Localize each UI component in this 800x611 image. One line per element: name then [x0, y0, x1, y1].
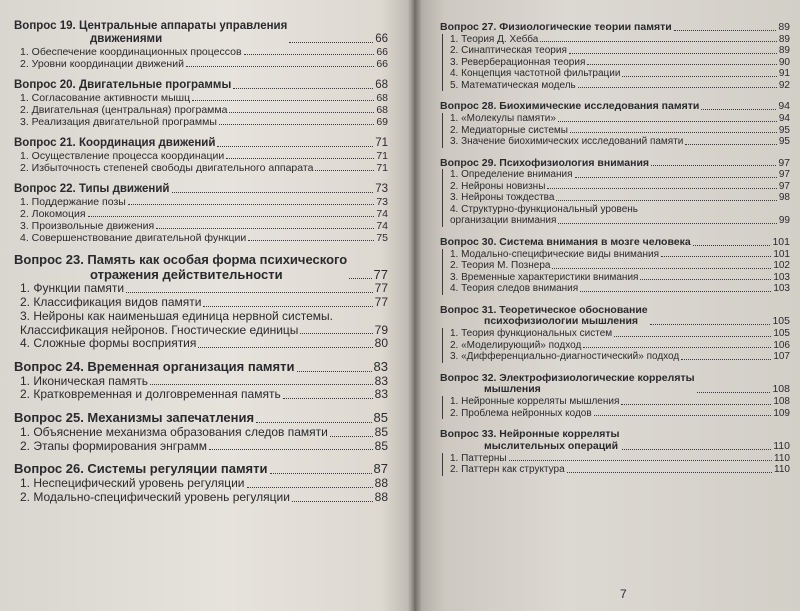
section-title: [14, 20, 388, 46]
right-page: [414, 0, 800, 611]
toc-item: [446, 113, 790, 125]
section-page-number: 83: [373, 359, 388, 375]
toc-item: [14, 337, 388, 351]
toc-section: [14, 137, 388, 174]
toc-item: [446, 125, 790, 137]
toc-item-page-number: 88: [374, 489, 388, 504]
section-page-number: 85: [373, 410, 388, 426]
toc-item: [14, 220, 388, 232]
dot-leader: [587, 64, 777, 65]
dot-leader: [256, 422, 371, 423]
section-page-number: 71: [375, 136, 388, 149]
toc-item: [14, 296, 388, 310]
dot-leader: [247, 487, 373, 488]
toc-item-label: 2. Двигательная (центральная) программа: [20, 103, 228, 116]
toc-section: [440, 158, 790, 227]
toc-item-label: 2. Избыточность степеней свободы двигательного аппарата: [20, 161, 314, 174]
section-page-number: 77: [373, 266, 388, 282]
dot-leader: [349, 278, 371, 279]
dot-leader: [547, 188, 776, 189]
dot-leader: [614, 336, 771, 337]
book-gutter: [408, 0, 422, 611]
toc-item-label: 2. Кратковременная и долговременная память: [20, 387, 281, 402]
toc-item: [14, 310, 388, 324]
section-title-text: Вопрос 32. Электрофизиологические корреляты: [440, 371, 695, 384]
dot-leader: [219, 124, 374, 125]
section-title: [440, 22, 790, 34]
toc-item-label: 1. Теория функциональных систем: [450, 328, 613, 339]
toc-item-page-number: 71: [376, 149, 388, 162]
toc-item: [14, 46, 388, 58]
dot-leader: [270, 473, 372, 474]
toc-section: [440, 373, 790, 420]
toc-item-label: 4. Теория следов внимания: [450, 283, 579, 294]
toc-item-label: 2. Этапы формирования энграмм: [20, 438, 208, 453]
toc-item-page-number: 97: [778, 180, 790, 192]
toc-item-page-number: 95: [778, 124, 790, 136]
dot-leader: [229, 112, 374, 113]
toc-item-page-number: 71: [376, 161, 388, 174]
toc-section: [440, 22, 790, 91]
toc-item-page-number: 66: [376, 57, 388, 70]
toc-item-label: 2. Паттерн как структура: [450, 464, 565, 475]
toc-item-label: 2. Синаптическая теория: [450, 45, 567, 57]
section-items: [442, 249, 790, 295]
dot-leader: [674, 30, 777, 31]
toc-item-label: 3. Реверберационная теория: [450, 56, 586, 68]
toc-item-page-number: 68: [376, 103, 388, 116]
section-items: [14, 477, 388, 505]
toc-item: [446, 169, 790, 181]
section-title: [14, 137, 388, 150]
toc-item-label: 2. Уровни координации движений: [20, 57, 184, 70]
section-title-continuation: мыслительных операций: [484, 439, 619, 452]
dot-leader: [701, 109, 776, 110]
section-page-number: 101: [772, 235, 790, 248]
toc-item-label: 2. Модально-специфический уровень регуляции: [20, 489, 290, 504]
toc-item-page-number: 109: [773, 407, 790, 419]
toc-item: [446, 464, 790, 476]
toc-item: [14, 162, 388, 174]
toc-item-page-number: 92: [778, 79, 790, 91]
toc-item-page-number: 102: [773, 260, 790, 271]
dot-leader: [569, 53, 777, 54]
section-title-text: Вопрос 24. Временная организация памяти: [14, 359, 295, 375]
dot-leader: [244, 54, 375, 55]
section-items: [14, 196, 388, 244]
toc-section: [14, 183, 388, 244]
section-title-text: Вопрос 30. Система внимания в мозге человека: [440, 235, 691, 248]
toc-item-page-number: 77: [374, 294, 388, 309]
toc-item-page-number: 97: [778, 169, 790, 181]
dot-leader: [552, 268, 771, 269]
toc-item-label: 1. Функции памяти: [20, 281, 125, 296]
dot-leader: [650, 324, 771, 325]
toc-item: [446, 34, 790, 46]
section-page-number: 68: [375, 78, 388, 91]
toc-item: [446, 272, 790, 284]
dot-leader: [621, 404, 771, 405]
toc-item: [14, 324, 388, 338]
dot-leader: [300, 333, 372, 334]
toc-item-label: 1. Иконическая память: [20, 373, 148, 388]
toc-item-label: 1. Обеспечение координационных процессов: [20, 45, 242, 58]
section-title-text: Вопрос 25. Механизмы запечатления: [14, 410, 255, 426]
toc-item: [14, 388, 388, 402]
toc-item: [14, 58, 388, 70]
dot-leader: [172, 192, 374, 193]
toc-item-label: 3. Реализация двигательной программы: [20, 115, 217, 128]
dot-leader: [330, 436, 373, 437]
toc-item-label: 2. Теория М. Познера: [450, 260, 551, 271]
toc-item: [14, 208, 388, 220]
toc-item: [446, 204, 790, 216]
section-items: [14, 282, 388, 351]
toc-item-page-number: 66: [376, 45, 388, 58]
section-items: [14, 375, 388, 403]
section-title: [14, 411, 388, 426]
toc-item: [14, 232, 388, 244]
toc-item-label: 1. Согласование активности мышц: [20, 91, 191, 104]
dot-leader: [578, 87, 777, 88]
toc-item-page-number: 110: [774, 452, 790, 464]
section-items: [442, 113, 790, 148]
section-title: [440, 305, 790, 329]
toc-item-label: 1. Объяснение механизма образования следов памяти: [20, 424, 328, 439]
dot-leader: [583, 347, 771, 348]
section-title: [440, 429, 790, 453]
toc-section: [14, 20, 388, 70]
section-title: [14, 360, 388, 375]
toc-item-label: 3. Временные характеристики внимания: [450, 271, 639, 283]
dot-leader: [289, 42, 373, 43]
toc-item-label: 3. Нейроны как наименьшая единица нервной системы.: [20, 308, 333, 323]
section-page-number: 108: [772, 383, 790, 396]
toc-item: [14, 92, 388, 104]
toc-item-label: 1. Поддержание позы: [20, 195, 126, 208]
dot-leader: [622, 449, 772, 450]
dot-leader: [150, 384, 373, 385]
dot-leader: [622, 76, 776, 77]
toc-item: [446, 57, 790, 69]
section-title-continuation: отражения действительности: [90, 266, 283, 282]
section-title-text: Вопрос 31. Теоретическое обоснование: [440, 303, 648, 316]
toc-item-page-number: 83: [374, 387, 388, 402]
dot-leader: [580, 291, 771, 292]
dot-leader: [156, 228, 374, 229]
toc-item-label: 2. Медиаторные системы: [450, 124, 568, 136]
toc-item-page-number: 110: [774, 464, 790, 475]
toc-item: [446, 45, 790, 57]
section-title-text: Вопрос 22. Типы движений: [14, 182, 170, 195]
toc-item: [14, 440, 388, 454]
toc-item-page-number: 106: [773, 339, 790, 351]
toc-item-page-number: 74: [376, 207, 388, 220]
toc-item-label: 2. Локомоция: [20, 207, 86, 220]
toc-item-label: 3. Произвольные движения: [20, 219, 155, 232]
section-title-text: Вопрос 33. Нейронные корреляты: [440, 428, 620, 440]
toc-item: [446, 215, 790, 227]
toc-item: [446, 328, 790, 340]
section-page-number: 73: [375, 182, 388, 195]
toc-item-page-number: 99: [778, 215, 790, 227]
toc-item-page-number: 91: [778, 68, 790, 80]
dot-leader: [567, 472, 772, 473]
dot-leader: [540, 41, 777, 42]
toc-item-label: 4. Концепция частотной фильтрации: [450, 68, 621, 80]
toc-item-label: 2. Классификация видов памяти: [20, 294, 202, 309]
section-items: [14, 426, 388, 454]
section-title: [440, 237, 790, 249]
toc-item-label: 2. Нейроны новизны: [450, 180, 546, 192]
toc-section: [440, 101, 790, 147]
section-page-number: 89: [778, 21, 790, 33]
toc-item-page-number: 90: [778, 56, 790, 68]
toc-item: [446, 136, 790, 148]
toc-section: [14, 360, 388, 402]
section-items: [442, 34, 790, 92]
section-items: [442, 328, 790, 363]
section-items: [442, 453, 790, 476]
dot-leader: [203, 306, 372, 307]
dot-leader: [685, 144, 776, 145]
toc-item-page-number: 94: [778, 113, 790, 124]
toc-item-label: 2. «Моделирующий» подход: [450, 339, 582, 351]
dot-leader: [192, 100, 374, 101]
toc-item-label: 3. «Дифференциально-диагностический» подход: [450, 351, 680, 362]
section-items: [442, 169, 790, 227]
toc-item-label: 4. Совершенствование двигательной функции: [20, 232, 247, 244]
toc-item: [14, 150, 388, 162]
dot-leader: [128, 204, 374, 205]
toc-item-page-number: 79: [374, 322, 388, 337]
toc-item-label: 3. Значение биохимических исследований памяти: [450, 136, 684, 147]
dot-leader: [575, 177, 777, 178]
dot-leader: [697, 392, 771, 393]
toc-item: [446, 80, 790, 92]
dot-leader: [283, 398, 373, 399]
section-title: [14, 183, 388, 196]
toc-item-label: 1. Неспецифический уровень регуляции: [20, 475, 245, 490]
toc-item-page-number: 103: [773, 283, 790, 294]
section-items: [14, 46, 388, 70]
toc-section: [14, 253, 388, 351]
toc-item-page-number: 74: [376, 219, 388, 232]
toc-item: [14, 477, 388, 491]
toc-section: [440, 237, 790, 295]
toc-item-page-number: 95: [778, 136, 790, 147]
toc-item-page-number: 101: [773, 248, 790, 260]
toc-item-page-number: 103: [773, 271, 790, 283]
section-items: [442, 396, 790, 419]
toc-item-page-number: 88: [374, 475, 388, 490]
section-title: [440, 158, 790, 170]
section-title-continuation: мышления: [484, 383, 541, 396]
toc-item: [446, 260, 790, 272]
dot-leader: [126, 292, 373, 293]
section-title-text: Вопрос 20. Двигательные программы: [14, 78, 232, 91]
dot-leader: [556, 200, 776, 201]
section-page-number: 87: [373, 461, 388, 477]
dot-leader: [509, 460, 773, 461]
dot-leader: [226, 158, 374, 159]
toc-item: [14, 116, 388, 128]
dot-leader: [209, 449, 373, 450]
dot-leader: [558, 223, 776, 224]
toc-item: [446, 68, 790, 80]
toc-item: [446, 396, 790, 408]
toc-item: [446, 192, 790, 204]
dot-leader: [594, 415, 772, 416]
toc-item-label: 1. Паттерны: [450, 452, 507, 464]
section-page-number: 66: [375, 32, 388, 45]
dot-leader: [681, 359, 771, 360]
dot-leader: [693, 245, 771, 246]
toc-item-page-number: 69: [376, 115, 388, 128]
toc-item: [446, 249, 790, 261]
section-items: [14, 150, 388, 174]
toc-section: [14, 411, 388, 453]
section-title-text: Вопрос 27. Физиологические теории памяти: [440, 21, 672, 33]
dot-leader: [558, 121, 777, 122]
toc-item-page-number: 73: [376, 195, 388, 208]
toc-item-label: 4. Сложные формы восприятия: [20, 336, 197, 351]
toc-item-page-number: 80: [374, 336, 388, 351]
toc-item-page-number: 85: [374, 438, 388, 453]
toc-item: [14, 196, 388, 208]
section-title-continuation: движениями: [90, 32, 163, 45]
section-title: [440, 101, 790, 113]
section-title-text: Вопрос 21. Координация движений: [14, 136, 216, 149]
toc-item-page-number: 89: [778, 33, 790, 45]
section-title-text: Вопрос 28. Биохимические исследования памяти: [440, 100, 700, 113]
toc-item-label: 1. Осуществление процесса координации: [20, 149, 225, 162]
toc-item: [446, 453, 790, 465]
toc-item-label: 2. Проблема нейронных кодов: [450, 407, 592, 419]
dot-leader: [661, 256, 771, 257]
toc-section: [440, 305, 790, 363]
toc-item-page-number: 108: [773, 396, 790, 407]
section-title-text: Вопрос 26. Системы регуляции памяти: [14, 461, 268, 477]
page-number: 7: [620, 587, 627, 601]
toc-item: [14, 104, 388, 116]
dot-leader: [198, 347, 372, 348]
toc-item-page-number: 107: [773, 351, 790, 362]
dot-leader: [233, 88, 373, 89]
toc-item-label: 1. Определение внимания: [450, 169, 573, 181]
toc-item-label: 1. «Молекулы памяти»: [450, 113, 556, 124]
toc-item: [446, 351, 790, 363]
toc-item: [446, 283, 790, 295]
section-title: [14, 79, 388, 92]
toc-section: [14, 462, 388, 504]
dot-leader: [651, 165, 776, 166]
toc-item-page-number: 83: [374, 373, 388, 388]
toc-item-label: Классификация нейронов. Гностические единицы: [20, 322, 299, 337]
toc-item: [14, 491, 388, 505]
dot-leader: [186, 66, 374, 67]
toc-section: [440, 429, 790, 476]
section-title-continuation: психофизиологии мышления: [484, 315, 639, 328]
toc-item-label: 3. Нейроны тождества: [450, 192, 555, 204]
dot-leader: [570, 132, 777, 133]
toc-item-page-number: 85: [374, 424, 388, 439]
toc-item: [14, 282, 388, 296]
toc-item-label: 5. Математическая модель: [450, 79, 576, 91]
section-page-number: 110: [773, 439, 790, 452]
section-title: [14, 462, 388, 477]
dot-leader: [217, 146, 373, 147]
toc-item: [446, 181, 790, 193]
toc-item-label: 1. Модально-специфические виды внимания: [450, 248, 660, 260]
dot-leader: [88, 216, 375, 217]
section-title: [14, 253, 388, 282]
toc-item: [14, 375, 388, 389]
toc-item-page-number: 105: [773, 328, 790, 339]
toc-item-page-number: 98: [778, 192, 790, 204]
toc-item: [446, 408, 790, 420]
toc-item-page-number: 68: [376, 91, 388, 104]
toc-item-label: 4. Структурно-функциональный уровень: [450, 203, 639, 215]
dot-leader: [248, 240, 374, 241]
toc-item-page-number: 75: [376, 232, 388, 244]
toc-item-label: организации внимания: [450, 215, 557, 227]
toc-item-label: 1. Нейронные корреляты мышления: [450, 396, 620, 407]
section-page-number: 105: [772, 315, 790, 328]
section-title-text: Вопрос 29. Психофизиология внимания: [440, 156, 650, 169]
toc-section: [14, 79, 388, 128]
dot-leader: [297, 371, 372, 372]
section-items: [14, 92, 388, 128]
toc-item-page-number: 77: [374, 281, 388, 296]
toc-item: [446, 340, 790, 352]
section-title-text: Вопрос 23. Память как особая форма психического: [14, 252, 348, 268]
dot-leader: [640, 279, 771, 280]
dot-leader: [292, 501, 373, 502]
toc-item-label: 1. Теория Д. Хебба: [450, 33, 539, 45]
toc-item: [14, 426, 388, 440]
toc-item-page-number: 89: [778, 45, 790, 57]
dot-leader: [315, 170, 374, 171]
section-title: [440, 373, 790, 397]
section-page-number: 94: [778, 100, 790, 113]
section-title-text: Вопрос 19. Центральные аппараты управления: [14, 20, 288, 32]
section-page-number: 97: [778, 156, 790, 169]
